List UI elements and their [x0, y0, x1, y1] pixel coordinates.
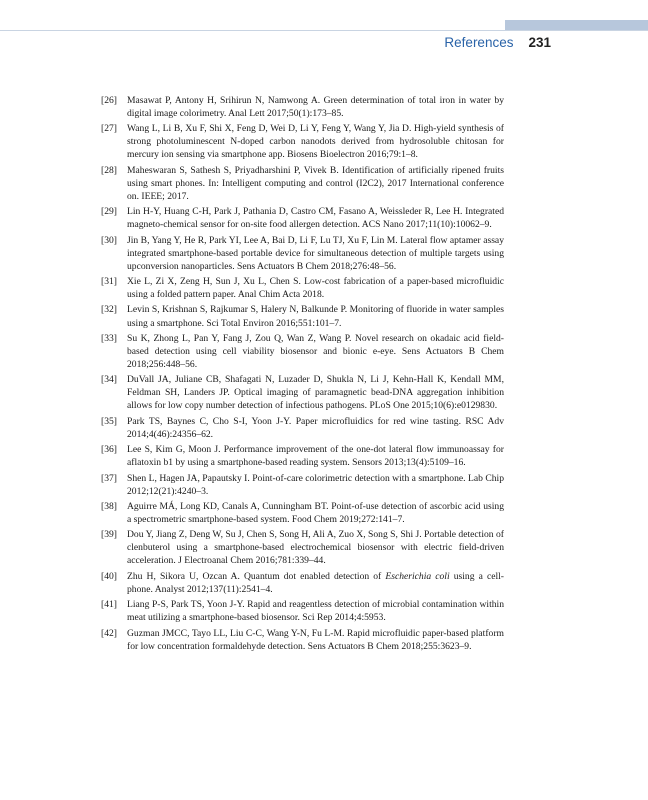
reference-number: [30]: [101, 234, 117, 246]
reference-text: Xie L, Zi X, Zeng H, Sun J, Xu L, Chen S. Low-cost fabrication of a paper-based microfluidic using a folded pattern paper. Anal Chim Acta 2018.: [127, 276, 504, 301]
reference-number: [28]: [101, 164, 117, 176]
reference-text: Lee S, Kim G, Moon J. Performance improvement of the one-dot lateral flow immunoassay for aflatoxin b1 by using a smartphone-based reading system. Sensors 2013;13(4):5109–16.: [127, 444, 504, 469]
header-accent-bar: [505, 20, 648, 30]
reference-number: [37]: [101, 472, 117, 484]
reference-text: Su K, Zhong L, Pan Y, Fang J, Zou Q, Wan Z, Wang P. Novel research on okadaic acid field-based detection using cell viability biosensor and bionic e-eye. Sens Actuators B Chem 2018;256:448–56.: [127, 332, 504, 370]
reference-number: [31]: [101, 276, 117, 288]
reference-text-part: using a cell-phone. Analyst 2012;137(11):2541–4.: [127, 570, 504, 595]
reference-item: [101, 570, 504, 596]
reference-item: [101, 332, 504, 371]
reference-text: Aguirre MÁ, Long KD, Canals A, Cunningham BT. Point-of-use detection of ascorbic acid using a spectrometric smartphone-based system. Food Chem 2019;272:141–7.: [127, 500, 504, 525]
reference-text: Maheswaran S, Sathesh S, Priyadharshini P, Vivek B. Identification of artificially ripened fruits using smart phones. In: Intelligent computing and control (I2C2), 2017 International conference on. IEEE; 2017.: [127, 164, 504, 202]
reference-item: [101, 598, 504, 624]
reference-number: [35]: [101, 415, 117, 427]
reference-text: Shen L, Hagen JA, Papautsky I. Point-of-care colorimetric detection with a smartphone. Lab Chip 2012;12(21):4240–3.: [127, 472, 504, 497]
reference-text: Lin H-Y, Huang C-H, Park J, Pathania D, Castro CM, Fasano A, Weissleder R, Lee H. Integrated magneto-chemical sensor for on-site food allergen detection. ACS Nano 2017;11(10):10062–9.: [127, 206, 504, 231]
reference-number: [36]: [101, 444, 117, 456]
reference-item: [101, 472, 504, 498]
reference-item: [101, 94, 504, 120]
reference-item: [101, 234, 504, 273]
reference-text: [127, 570, 504, 596]
reference-item: [101, 415, 504, 441]
reference-number: [26]: [101, 95, 117, 106]
reference-text: DuVall JA, Juliane CB, Shafagati N, Luzader D, Shukla N, Li J, Kehn-Hall K, Kendall MM, Feldman SH, Landers JP. Optical imaging of paramagnetic bead-DNA aggregation inhibition allows for low copy number detection of infectious pathogens. PLoS One 2015;10(6):e0129830.: [127, 374, 504, 412]
reference-text: Levin S, Krishnan S, Rajkumar S, Halery N, Balkunde P. Monitoring of fluoride in water samples using a smartphone. Sci Total Environ 2016;551:101–7.: [127, 304, 504, 329]
reference-list: [101, 94, 504, 655]
reference-item: [101, 528, 504, 567]
reference-number: [38]: [101, 500, 117, 512]
reference-text: Jin B, Yang Y, He R, Park YI, Lee A, Bai D, Li F, Lu TJ, Xu F, Lin M. Lateral flow aptamer assay integrated smartphone-based portable device for simultaneous detection of multiple targets using upconversion nanoparticles. Sens Actuators B Chem 2018;276:48–56.: [127, 234, 504, 272]
page-number: 231: [528, 35, 551, 50]
reference-item: [101, 373, 504, 412]
reference-text: Wang L, Li B, Xu F, Shi X, Feng D, Wei D, Li Y, Feng Y, Wang Y, Jia D. High-yield synthesis of strong photoluminescent N-doped carbon nanodots derived from hydrosoluble chitosan for mercury ion sensing via smartphone app. Biosens Bioelectron 2016;79:1–8.: [127, 123, 504, 161]
reference-number: [40]: [101, 570, 117, 582]
reference-item: [101, 275, 504, 301]
reference-item: [101, 443, 504, 469]
reference-text: Liang P-S, Park TS, Yoon J-Y. Rapid and reagentless detection of microbial contamination within meat utilizing a smartphone-based biosensor. Sci Rep 2014;4:5953.: [127, 599, 504, 624]
reference-text: Park TS, Baynes C, Cho S-I, Yoon J-Y. Paper microfluidics for red wine tasting. RSC Adv 2014;4(46):24356–62.: [127, 415, 504, 440]
reference-number: [42]: [101, 627, 117, 639]
reference-item: [101, 627, 504, 653]
section-title: References: [444, 35, 514, 50]
reference-item: [101, 122, 504, 161]
reference-item: [101, 164, 504, 203]
reference-item: [101, 500, 504, 526]
reference-text: Masawat P, Antony H, Srihirun N, Namwong A. Green determination of total iron in water by digital image colorimetry. Anal Lett 2017;50(1):173–85.: [127, 95, 504, 120]
header-rule: [0, 30, 648, 31]
reference-number: [29]: [101, 206, 117, 218]
reference-text: Guzman JMCC, Tayo LL, Liu C-C, Wang Y-N, Fu L-M. Rapid microfluidic paper-based platform for low concentration formaldehyde detection. Sens Actuators B Chem 2018;255:3623–9.: [127, 627, 504, 652]
reference-text: Dou Y, Jiang Z, Deng W, Su J, Chen S, Song H, Ali A, Zuo X, Song S, Shi J. Portable detection of clenbuterol using a smartphone-based electrochemical biosensor with electric field-driven acceleration. J Electroanal Chem 2016;781:339–44.: [127, 529, 504, 567]
species-name: Escherichia coli: [385, 570, 450, 582]
reference-item: [101, 205, 504, 231]
reference-item: [101, 303, 504, 329]
running-header: [444, 35, 551, 50]
reference-number: [33]: [101, 332, 117, 344]
reference-number: [34]: [101, 374, 117, 386]
reference-number: [27]: [101, 123, 117, 135]
reference-number: [41]: [101, 599, 117, 611]
reference-number: [32]: [101, 304, 117, 316]
reference-number: [39]: [101, 529, 117, 541]
reference-text-part: Zhu H, Sikora U, Ozcan A. Quantum dot enabled detection of: [127, 570, 386, 582]
